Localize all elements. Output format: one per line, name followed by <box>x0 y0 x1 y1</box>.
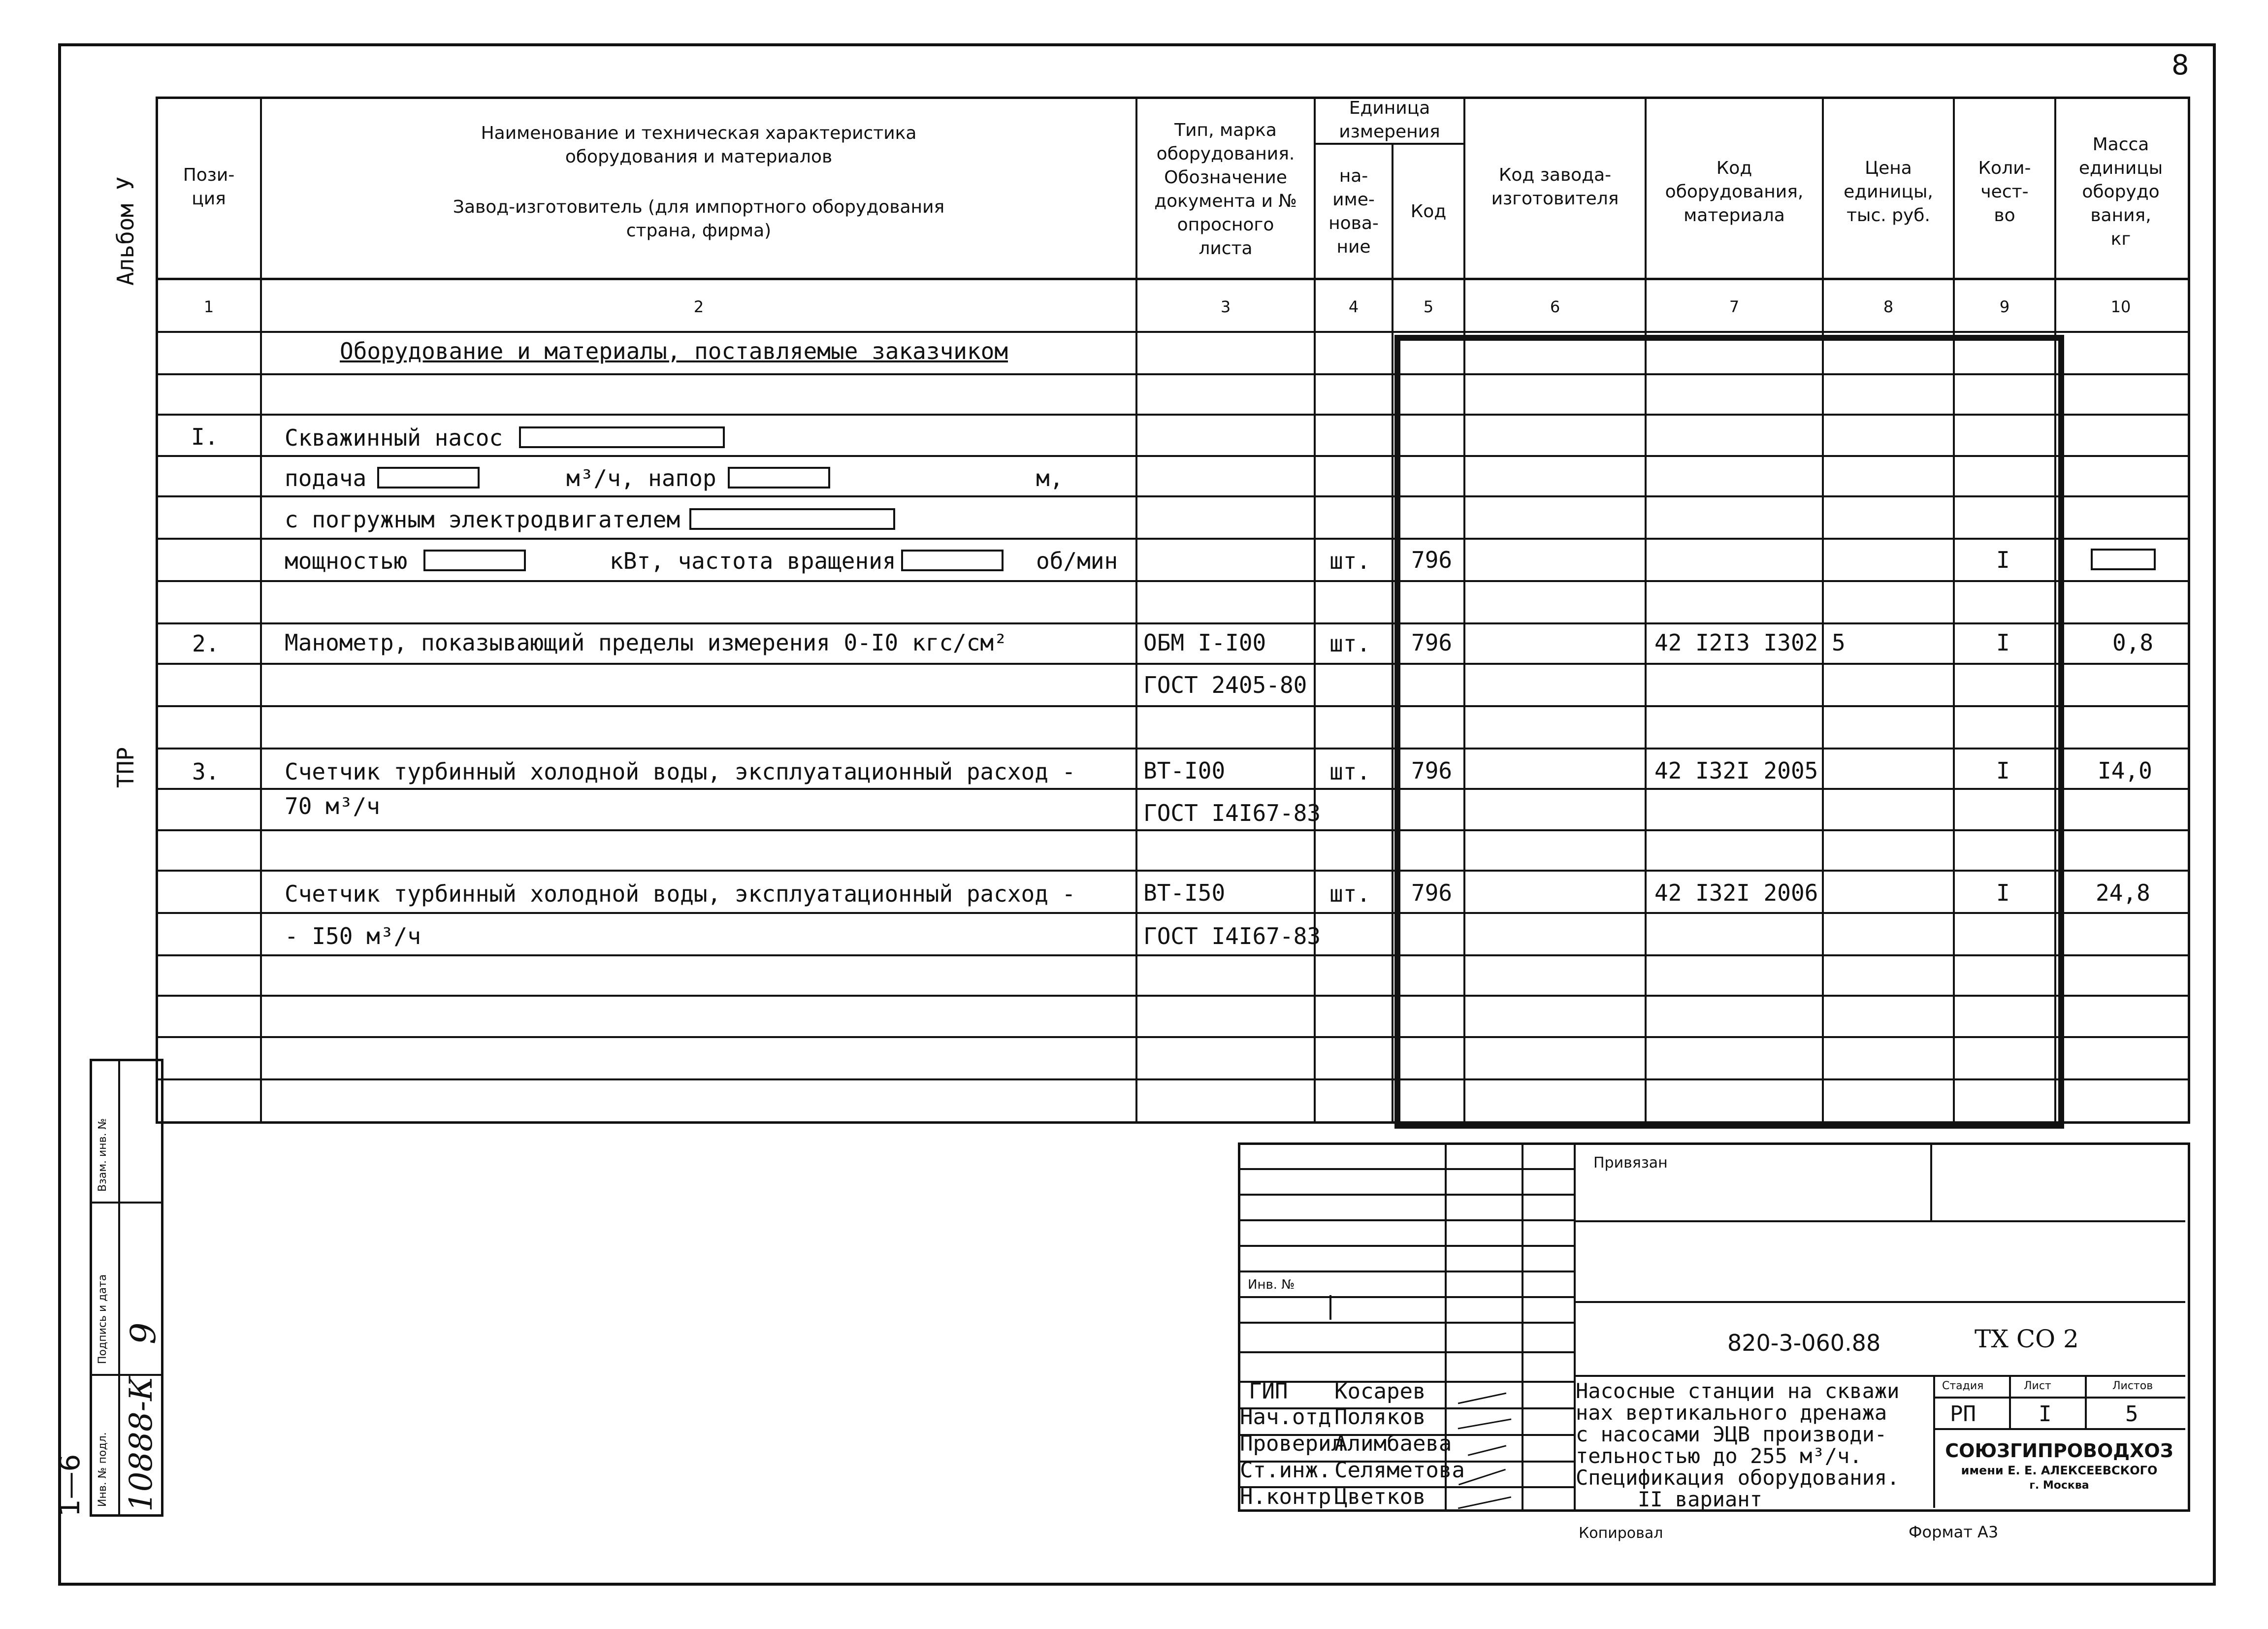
stamp-line <box>1238 1296 1574 1298</box>
row3-mass: I4,0 <box>2098 757 2152 784</box>
head-blank[interactable] <box>728 467 830 489</box>
row2-type: ОБМ I-I00 <box>1143 629 1266 656</box>
inv-no-label: Инв. № <box>1248 1277 1295 1292</box>
row3-equipment-code: 42 I32I 2005 <box>1654 757 1818 784</box>
org-city: г. Москва <box>2029 1479 2089 1492</box>
list-value: I <box>2039 1401 2052 1427</box>
colnum-10: 10 <box>2110 297 2131 316</box>
col-line <box>1392 143 1393 1122</box>
header-col1: Пози- ция <box>183 165 235 209</box>
header-col2-a: Наименование и техническая характеристика оборудования и материалов <box>481 123 917 167</box>
row1-line4-b: кВт, частота вращения <box>610 548 896 574</box>
row1-line2-b: м³/ч, напор <box>566 465 716 491</box>
row4-gost: ГОСТ I4I67-83 <box>1143 923 1321 949</box>
row4-qty: I <box>1996 880 2010 906</box>
stamp-line <box>1574 1220 2185 1222</box>
row3-code: 796 <box>1411 757 1453 784</box>
colnum-2: 2 <box>693 297 704 316</box>
row1-line2-a: подача <box>285 465 367 491</box>
header-col6: Код завода- изготовителя <box>1491 165 1619 209</box>
name-selyametova: Селяметова <box>1334 1458 1465 1483</box>
row1-line4-c: об/мин <box>1036 548 1118 574</box>
title-line-5: Спецификация оборудования. <box>1576 1466 1900 1490</box>
header-col9: Коли- чест- во <box>1978 158 2031 226</box>
stamp-line <box>1238 1168 1574 1170</box>
stamp-line <box>1238 1322 1574 1324</box>
stamp-line <box>1574 1375 2185 1377</box>
signature-mark: 9 <box>123 1322 163 1344</box>
header-col5: Код <box>1410 201 1447 222</box>
power-blank[interactable] <box>423 550 526 571</box>
stadiya-label: Стадия <box>1942 1380 1984 1392</box>
colnum-3: 3 <box>1220 297 1231 316</box>
vzam-inv-label: Взам. инв. № <box>97 1118 109 1192</box>
sheet-code: 1—6 <box>54 1454 86 1517</box>
colnum-8: 8 <box>1883 297 1894 316</box>
name-alimbaeva: Алимбаева <box>1334 1431 1452 1456</box>
colnum-9: 9 <box>1999 297 2010 316</box>
stamp-line <box>1930 1142 1932 1221</box>
title-line-6: II вариант <box>1638 1487 1762 1511</box>
row3-qty: I <box>1996 757 2010 784</box>
row2-equipment-code: 42 I2I3 I302 5 <box>1654 629 1846 656</box>
listov-value: 5 <box>2125 1401 2138 1427</box>
colnum-5: 5 <box>1423 297 1434 316</box>
doc-code: 820-3-060.88 <box>1727 1330 1881 1356</box>
row3-name: Счетчик турбинный холодной воды, эксплуатационный расход - <box>285 758 1076 785</box>
pump-model-blank[interactable] <box>519 426 725 448</box>
row1-line4-a: мощностью <box>285 548 408 574</box>
thick-block <box>1394 335 2064 1129</box>
role-proveril: Проверил <box>1240 1431 1344 1456</box>
title-line-1: Насосные станции на скважи <box>1576 1379 1900 1403</box>
row2-name: Манометр, показывающий пределы измерения 0-I0 кгс/см² <box>285 629 1007 656</box>
header-col4: на- име- нова- ние <box>1328 166 1379 257</box>
row1-line3: с погружным электродвигателем <box>285 506 680 533</box>
stamp-line <box>1238 1271 1574 1272</box>
header-col3: Тип, марка оборудования. Обозначение документа и № опросного листа <box>1154 120 1297 259</box>
row4-name: Счетчик турбинный холодной воды, эксплуатационный расход - <box>285 880 1076 907</box>
rpm-blank[interactable] <box>901 550 1004 571</box>
row1-position: I. <box>191 424 219 450</box>
header-col8: Цена единицы, тыс. руб. <box>1844 158 1933 226</box>
stadiya-value: РП <box>1950 1401 1976 1427</box>
row2-position: 2. <box>192 630 220 657</box>
org-subtitle: имени Е. Е. АЛЕКСЕЕВСКОГО <box>1961 1464 2158 1477</box>
row1-unit: шт. <box>1329 548 1371 574</box>
list-label: Лист <box>2024 1380 2051 1392</box>
side-stamp-divider <box>90 1374 162 1376</box>
row3-name-line2: 70 м³/ч <box>285 793 380 819</box>
inv-podl-label: Инв. № подл. <box>97 1432 109 1507</box>
title-line-4: тельностью до 255 м³/ч. <box>1576 1444 1862 1468</box>
row3-type: ВТ-I00 <box>1143 757 1226 784</box>
album-label: Альбом У <box>112 176 139 286</box>
org-name: СОЮЗГИПРОВОДХОЗ <box>1945 1440 2173 1462</box>
stamp-line <box>1329 1295 1331 1320</box>
motor-blank[interactable] <box>689 508 895 530</box>
row4-type: ВТ-I50 <box>1143 880 1226 906</box>
row2-gost: ГОСТ 2405-80 <box>1143 672 1307 698</box>
row3-gost: ГОСТ I4I67-83 <box>1143 800 1321 826</box>
colnum-6: 6 <box>1550 297 1560 316</box>
side-stamp-divider <box>118 1059 120 1516</box>
side-stamp-divider <box>90 1202 162 1204</box>
name-polyakov: Поляков <box>1334 1404 1426 1430</box>
role-gip: ГИП <box>1249 1379 1288 1404</box>
stamp-line <box>1522 1142 1523 1509</box>
row4-mass: 24,8 <box>2096 880 2150 906</box>
tpr-label: ТПР <box>112 747 139 788</box>
row4-name-line2: - I50 м³/ч <box>285 923 421 949</box>
privyazan-label: Привязан <box>1593 1154 1668 1172</box>
row1-qty: I <box>1996 547 2010 573</box>
stamp-line <box>1933 1428 2185 1430</box>
inv-podl-value: 10888-К <box>123 1376 160 1512</box>
colnum-1: 1 <box>203 297 214 316</box>
colnum-7: 7 <box>1729 297 1740 316</box>
name-kosarev: Косарев <box>1334 1379 1426 1404</box>
title-line-2: нах вертикального дренажа <box>1576 1401 1887 1425</box>
header-col10: Масса единицы оборудо вания, кг <box>2078 134 2163 249</box>
row2-unit: шт. <box>1329 630 1371 657</box>
flow-blank[interactable] <box>377 467 480 489</box>
header-bottom <box>156 278 2188 280</box>
row1-code: 796 <box>1411 547 1453 573</box>
row2-qty: I <box>1996 629 2010 656</box>
name-tsvetkov: Цветков <box>1334 1484 1426 1509</box>
format-label: Формат А3 <box>1909 1523 1999 1541</box>
colnum-bottom <box>156 331 2188 333</box>
mass-blank[interactable] <box>2091 549 2156 570</box>
podpis-data-label: Подпись и дата <box>97 1274 109 1364</box>
stamp-line <box>1238 1351 1574 1353</box>
row3-unit: шт. <box>1329 758 1371 785</box>
section-title: Оборудование и материалы, поставляемые заказчиком <box>340 338 1008 364</box>
row1-line1: Скважинный насос <box>285 424 503 451</box>
row2-mass: 0,8 <box>2112 629 2154 656</box>
row1-line2-c: м, <box>1036 465 1064 491</box>
kopiroval-label: Копировал <box>1579 1525 1663 1542</box>
stamp-line <box>1238 1219 1574 1221</box>
colnum-4: 4 <box>1348 297 1359 316</box>
listov-label: Листов <box>2112 1380 2153 1392</box>
row3-position: 3. <box>192 758 220 785</box>
header-unit-group: Единица измерения <box>1339 98 1440 142</box>
page-number: 8 <box>2171 49 2189 81</box>
stamp-line <box>2085 1375 2087 1428</box>
col-line <box>260 97 262 1122</box>
stamp-line <box>1238 1194 1574 1196</box>
header-col7: Код оборудования, материала <box>1665 158 1804 226</box>
title-line-3: с насосами ЭЦВ производи- <box>1576 1422 1887 1446</box>
stamp-line <box>1933 1397 2185 1399</box>
stamp-line <box>1238 1245 1574 1247</box>
role-st-inzh: Ст.инж. <box>1240 1458 1331 1483</box>
doc-mark: ТХ СО 2 <box>1975 1325 2079 1353</box>
row4-unit: шт. <box>1329 880 1371 907</box>
role-n-kontr: Н.контр <box>1240 1484 1331 1509</box>
role-nach-otd: Нач.отд <box>1240 1404 1331 1430</box>
row4-code: 796 <box>1411 880 1453 906</box>
stamp-line <box>2009 1375 2011 1428</box>
header-col2-b: Завод-изготовитель (для импортного оборудования страна, фирма) <box>453 197 945 241</box>
row4-equipment-code: 42 I32I 2006 <box>1654 880 1818 906</box>
row2-code: 796 <box>1411 629 1453 656</box>
stamp-line <box>1574 1301 2185 1303</box>
